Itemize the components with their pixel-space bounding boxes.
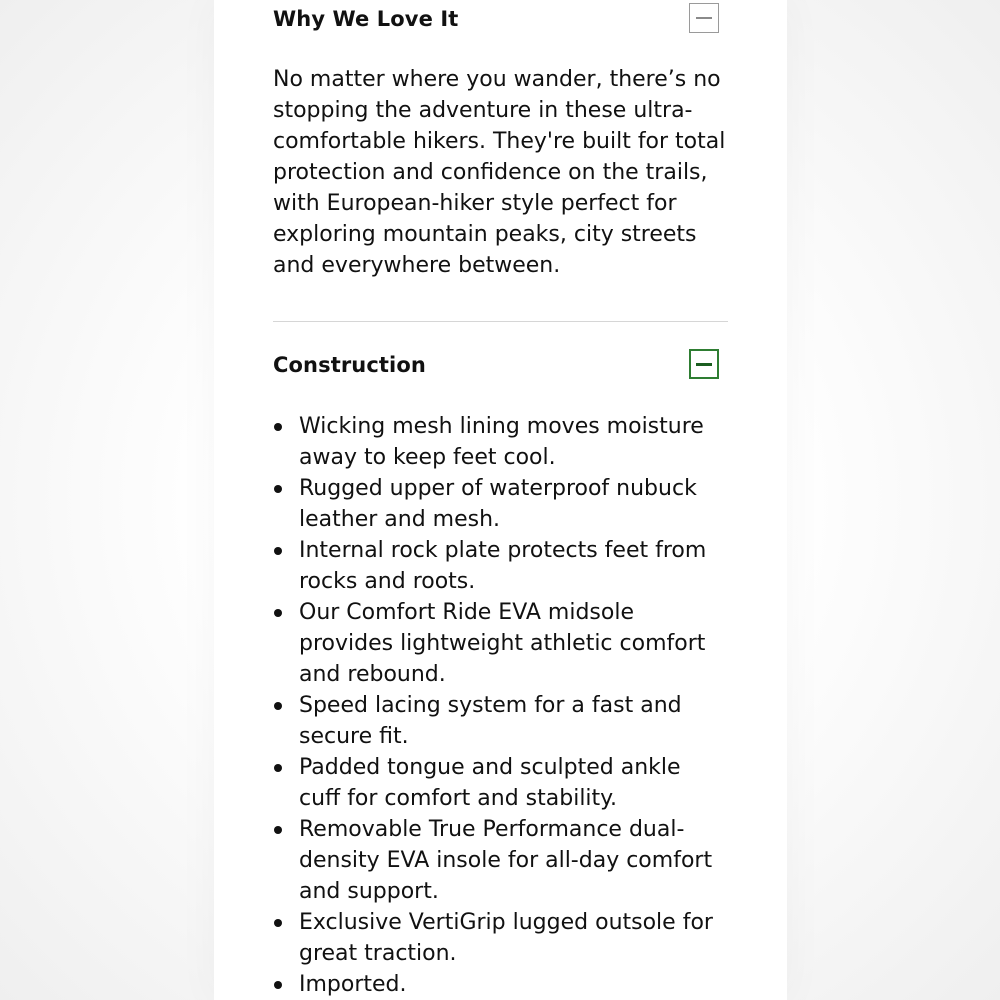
why-we-love-it-header[interactable] xyxy=(273,0,728,40)
list-item: Speed lacing system for a fast and secure fit. xyxy=(273,690,728,752)
construction-header[interactable] xyxy=(273,348,728,388)
why-we-love-it-description: No matter where you wander, there’s no stopping the adventure in these ultra-comfortable hikers. They're built for total protection and confidence on the trails, with European-hiker style perfect for exploring mountain peaks, city streets and everywhere between. xyxy=(273,67,726,278)
construction-collapse-button[interactable] xyxy=(689,349,719,379)
minus-icon xyxy=(696,363,712,366)
construction-feature-list xyxy=(273,411,728,1000)
list-item: Rugged upper of waterproof nubuck leather and mesh. xyxy=(273,473,728,535)
why-we-love-it-title: Why We Love It xyxy=(273,7,459,31)
list-item: Exclusive VertiGrip lugged outsole for great traction. xyxy=(273,907,728,969)
list-item: Wicking mesh lining moves moisture away to keep feet cool. xyxy=(273,411,728,473)
list-item: Our Comfort Ride EVA midsole provides lightweight athletic comfort and rebound. xyxy=(273,597,728,690)
list-item: Padded tongue and sculpted ankle cuff for comfort and stability. xyxy=(273,752,728,814)
construction-title: Construction xyxy=(273,353,426,377)
product-details-panel xyxy=(214,0,787,1000)
list-item: Removable True Performance dual-density EVA insole for all-day comfort and support. xyxy=(273,814,728,907)
section-divider xyxy=(273,321,728,322)
why-we-love-it-collapse-button[interactable] xyxy=(689,3,719,33)
list-item: Internal rock plate protects feet from rocks and roots. xyxy=(273,535,728,597)
minus-icon xyxy=(696,17,712,19)
list-item: Imported. xyxy=(273,969,728,1000)
